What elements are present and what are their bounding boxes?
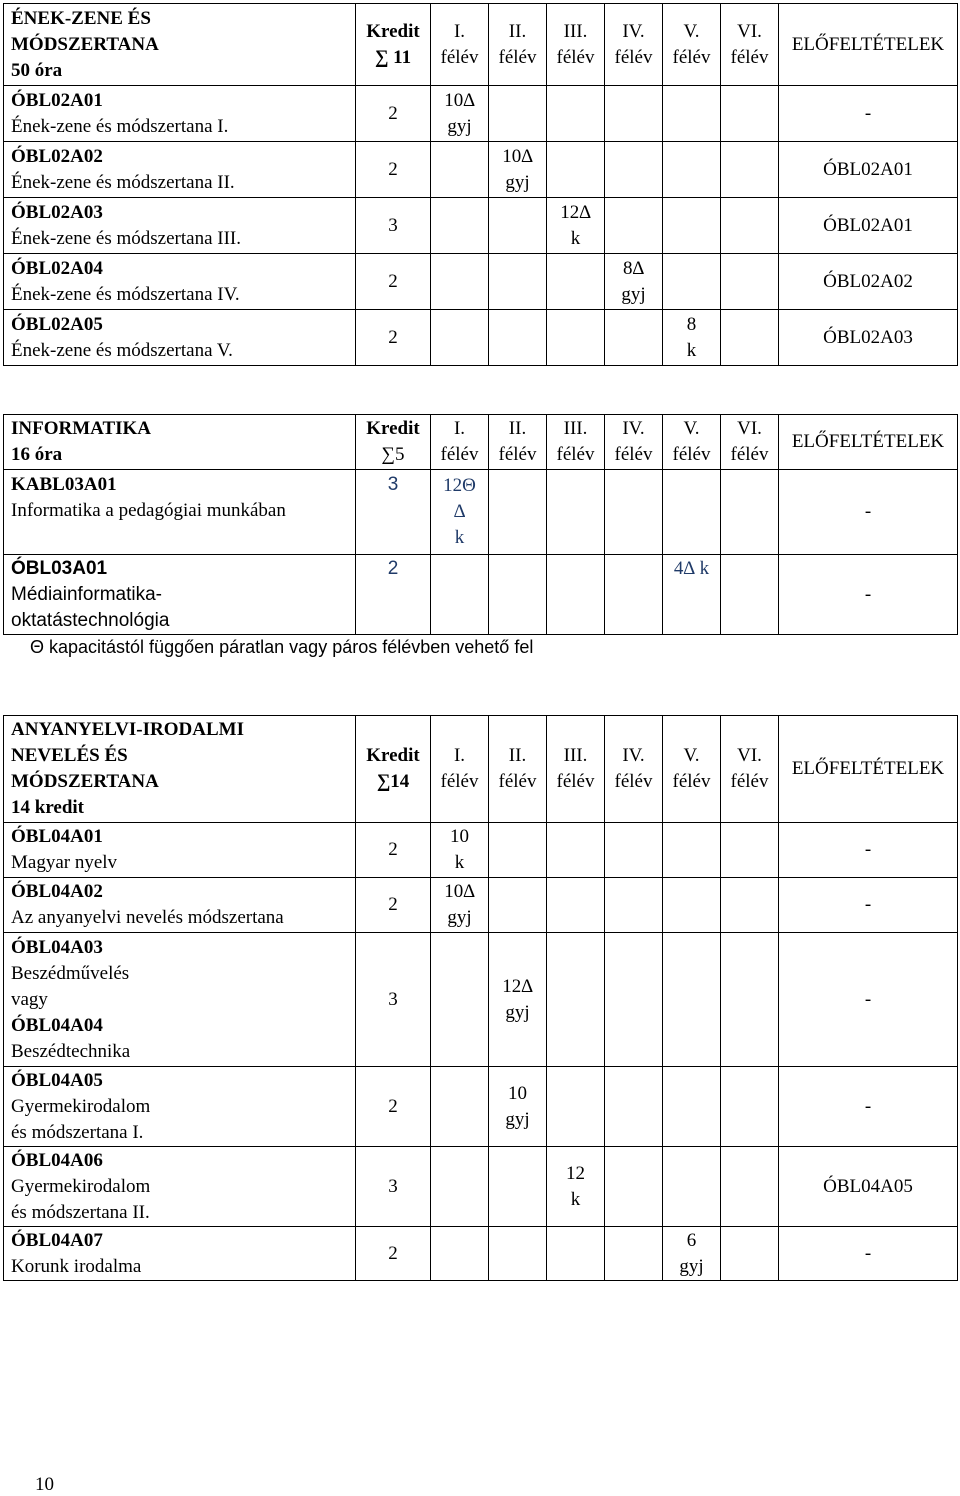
course-semester: 12∆ k	[547, 198, 605, 254]
semester-header-5: V. félév	[663, 716, 721, 823]
table-row	[4, 1227, 958, 1281]
kredit-header: Kredit ∑14	[356, 716, 431, 823]
course-prereq: ÓBL02A01	[779, 198, 958, 254]
course-credit: 2	[356, 310, 431, 366]
course-name: Ének-zene és módszertana II.	[11, 171, 235, 193]
table-row	[4, 470, 958, 555]
course-code: KABL03A01	[11, 474, 117, 495]
table-row	[4, 555, 958, 635]
course-semester: 10∆ gyj	[431, 878, 489, 933]
kredit-header: Kredit ∑5	[356, 415, 431, 470]
course-name: Ének-zene és módszertana I.	[11, 115, 229, 137]
course-name: Az anyanyelvi nevelés módszertana	[11, 907, 284, 928]
prereq-header: ELŐFELTÉTELEK	[779, 415, 958, 470]
course-code: ÓBL02A05	[11, 313, 103, 335]
semester-header-6: VI. félév	[721, 415, 779, 470]
course-or: vagy	[11, 988, 48, 1010]
course-code-alt: ÓBL04A04	[11, 1014, 103, 1036]
course-prereq: ÓBL02A01	[779, 142, 958, 198]
table-row	[4, 86, 958, 142]
course-code: ÓBL04A01	[11, 826, 103, 847]
semester-header-1: I. félév	[431, 415, 489, 470]
course-prereq: -	[779, 1227, 958, 1281]
semester-header-3: III. félév	[547, 4, 605, 86]
course-name: Korunk irodalma	[11, 1255, 142, 1277]
course-semester: 8∆ gyj	[605, 254, 663, 310]
course-code: ÓBL02A03	[11, 201, 103, 223]
section-title: ÉNEK-ZENE ÉS MÓDSZERTANA 50 óra	[4, 4, 356, 86]
table-row	[4, 254, 958, 310]
course-credit: 2	[356, 142, 431, 198]
course-semester: 10 gyj	[489, 1067, 547, 1147]
table-header-row	[4, 716, 958, 823]
course-credit: 3	[356, 933, 431, 1067]
course-name: Ének-zene és módszertana III.	[11, 227, 241, 249]
table-enek-zene	[3, 3, 958, 366]
course-semester: 10∆ gyj	[431, 86, 489, 142]
course-credit: 2	[356, 1067, 431, 1147]
table-informatika	[3, 414, 958, 635]
course-semester: 12Θ ∆ k	[431, 470, 489, 555]
course-semester: 10 k	[431, 823, 489, 878]
semester-header-5: V. félév	[663, 415, 721, 470]
semester-header-4: IV. félév	[605, 415, 663, 470]
course-prereq: ÓBL04A05	[779, 1147, 958, 1227]
semester-header-2: II. félév	[489, 716, 547, 823]
course-semester: 12 k	[547, 1147, 605, 1227]
footnote: Θ kapacitástól függően páratlan vagy páros félévben vehető fel	[30, 637, 534, 657]
semester-header-4: IV. félév	[605, 716, 663, 823]
semester-header-5: V. félév	[663, 4, 721, 86]
course-prereq: -	[779, 555, 958, 635]
semester-header-6: VI. félév	[721, 4, 779, 86]
course-name: Gyermekirodalom	[11, 1095, 151, 1117]
table-header-row	[4, 4, 958, 86]
semester-header-1: I. félév	[431, 716, 489, 823]
course-semester: 12∆ gyj	[489, 933, 547, 1067]
table-row	[4, 142, 958, 198]
semester-header-4: IV. félév	[605, 4, 663, 86]
semester-header-3: III. félév	[547, 415, 605, 470]
table-row	[4, 310, 958, 366]
table-row	[4, 1067, 958, 1147]
course-prereq: -	[779, 1067, 958, 1147]
course-credit: 2	[356, 823, 431, 878]
table-row	[4, 878, 958, 933]
course-credit: 3	[356, 470, 431, 555]
course-code: ÓBL04A03	[11, 936, 103, 958]
table-row	[4, 933, 958, 1067]
course-code: ÓBL02A02	[11, 145, 103, 167]
semester-header-2: II. félév	[489, 4, 547, 86]
section-title: ANYANYELVI-IRODALMI NEVELÉS ÉS MÓDSZERTANA 14 kredit	[4, 716, 356, 823]
course-name: Ének-zene és módszertana V.	[11, 339, 233, 361]
course-semester: 10∆ gyj	[489, 142, 547, 198]
course-code: ÓBL03A01	[11, 558, 108, 579]
course-credit: 2	[356, 86, 431, 142]
course-name-b: és módszertana I.	[11, 1121, 144, 1143]
page-number: 10	[35, 1474, 54, 1495]
course-prereq: -	[779, 878, 958, 933]
table-anyanyelvi	[3, 715, 958, 1281]
course-credit: 2	[356, 1227, 431, 1281]
semester-header-3: III. félév	[547, 716, 605, 823]
course-code: ÓBL02A04	[11, 257, 103, 279]
course-semester: 6 gyj	[663, 1227, 721, 1281]
section-title: INFORMATIKA 16 óra	[4, 415, 356, 470]
prereq-header: ELŐFELTÉTELEK	[779, 4, 958, 86]
course-semester: 4∆ k	[663, 555, 721, 635]
table-row	[4, 823, 958, 878]
semester-header-2: II. félév	[489, 415, 547, 470]
course-prereq: -	[779, 470, 958, 555]
course-code: ÓBL04A06	[11, 1149, 103, 1171]
semester-header-1: I. félév	[431, 4, 489, 86]
course-semester: 8 k	[663, 310, 721, 366]
course-credit: 3	[356, 1147, 431, 1227]
table-header-row	[4, 415, 958, 470]
course-prereq: ÓBL02A03	[779, 310, 958, 366]
course-code: ÓBL04A07	[11, 1229, 103, 1251]
course-code: ÓBL04A02	[11, 881, 103, 902]
course-credit: 2	[356, 254, 431, 310]
table-row	[4, 1147, 958, 1227]
course-name: Informatika a pedagógiai munkában	[11, 500, 286, 521]
course-name: Beszédművelés	[11, 962, 130, 984]
course-prereq: -	[779, 823, 958, 878]
course-name: Gyermekirodalom	[11, 1175, 151, 1197]
course-name: Médiainformatika- oktatástechnológia	[11, 584, 170, 631]
course-name: Magyar nyelv	[11, 852, 118, 873]
kredit-header: Kredit ∑ 11	[356, 4, 431, 86]
course-prereq: ÓBL02A02	[779, 254, 958, 310]
course-name: Ének-zene és módszertana IV.	[11, 283, 240, 305]
course-credit: 2	[356, 555, 431, 635]
course-code: ÓBL04A05	[11, 1069, 103, 1091]
semester-header-6: VI. félév	[721, 716, 779, 823]
table-row	[4, 198, 958, 254]
course-name-alt: Beszédtechnika	[11, 1040, 131, 1062]
course-name-b: és módszertana II.	[11, 1201, 150, 1223]
course-credit: 3	[356, 198, 431, 254]
course-code: ÓBL02A01	[11, 89, 103, 111]
prereq-header: ELŐFELTÉTELEK	[779, 716, 958, 823]
course-prereq: -	[779, 933, 958, 1067]
course-credit: 2	[356, 878, 431, 933]
course-prereq: -	[779, 86, 958, 142]
